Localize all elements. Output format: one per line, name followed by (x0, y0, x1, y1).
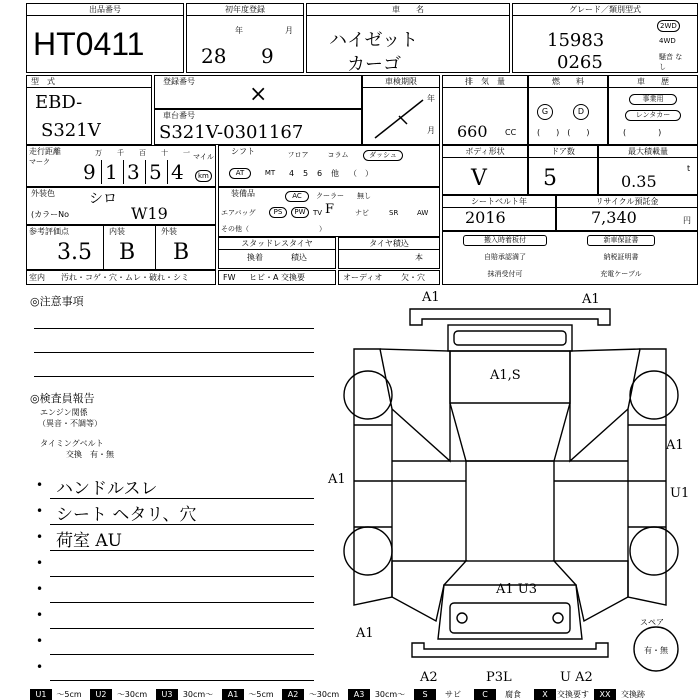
seatbelt-label: シートベルト年 (443, 196, 555, 208)
legend-key: X (534, 689, 556, 700)
shift-gear-other: 他 (331, 169, 339, 178)
lot-label: 出品番号 (27, 4, 183, 16)
legend-desc: 30cm〜 (182, 690, 214, 699)
fw-items: ヒビ・A 交換要 (249, 273, 306, 282)
report-bullet: • (36, 660, 44, 674)
mileage-digit: 5 (149, 160, 162, 184)
history-box (608, 75, 698, 145)
mileage-divider (101, 160, 102, 184)
model-box (26, 75, 152, 145)
legend-desc: 〜30cm (308, 690, 340, 699)
legend-desc: 〜5cm (56, 690, 82, 699)
legend-key: A3 (348, 689, 370, 700)
history-paren: ( ) (623, 128, 662, 137)
opt-2wd: 2WD (657, 20, 680, 32)
damage-mark-11: U A2 (560, 670, 593, 685)
equip-eapag: エアバッグ (221, 209, 256, 217)
legend-desc: 30cm〜 (374, 690, 406, 699)
opt-4wd: 4WD (659, 37, 676, 45)
chassis-label: 車台番号 (163, 111, 195, 120)
grade-box (512, 3, 698, 73)
legend-desc: 交換跡 (621, 690, 645, 699)
mileage-box (26, 145, 216, 187)
audio-box (338, 270, 440, 285)
shift-label: シフト (231, 147, 255, 156)
year-unit: 年 (235, 26, 243, 35)
mileage-digit: 4 (171, 160, 184, 184)
studless-label: スタッドレスタイヤ (219, 238, 335, 250)
load-label: 最大積載量 (599, 146, 697, 158)
equip-none: 無し (357, 192, 371, 200)
history-opt2: レンタカー (625, 110, 681, 121)
status-grid (442, 231, 698, 285)
mileage-label: 走行距離 (29, 147, 61, 156)
studless-opt1: 換着 (247, 253, 263, 262)
room-items: 汚れ・コゲ・穴・ムレ・破れ・シミ (61, 273, 189, 282)
report-line (50, 602, 314, 603)
recycle-value: 7,340 (591, 208, 637, 227)
audio-label: オーディオ (343, 273, 383, 282)
chassis-value: S321V-0301167 (159, 122, 304, 143)
load-unit: t (687, 164, 691, 173)
doors-label: ドア数 (529, 146, 597, 158)
shift-box (218, 145, 440, 187)
first-reg-box (186, 3, 304, 73)
shift-floor: フロア (287, 151, 309, 159)
damage-mark-10: P3L (486, 670, 512, 685)
fuel-paren: ( ) ( ) (537, 128, 590, 137)
report-engine-sub: （異音・不調等） (38, 419, 102, 428)
exterior-color-box (26, 187, 216, 225)
displacement-box (442, 75, 528, 145)
inspection-slash (369, 90, 429, 142)
load-box (598, 145, 698, 195)
first-reg-month: 9 (261, 44, 274, 68)
first-reg-label: 初年度登録 (187, 4, 303, 16)
shift-paren: （ ） (349, 169, 373, 178)
recycle-box (556, 195, 698, 231)
report-bullet: • (36, 582, 44, 596)
legend-key: U2 (90, 689, 112, 700)
model-label: 型 式 (27, 76, 151, 88)
legend-key: U3 (156, 689, 178, 700)
mileage-unit: 万 (95, 149, 102, 157)
mileage-unit-mile: マイル (193, 153, 214, 161)
shift-mt: MT (264, 169, 276, 177)
report-bullet: • (36, 608, 44, 622)
damage-mark-4: A1 (666, 438, 684, 453)
report-item: ハンドルスレ (56, 479, 158, 499)
month-unit: 月 (285, 26, 293, 35)
equip-ps: PS (269, 207, 287, 218)
score-value: 3.5 (57, 240, 92, 265)
displacement-value: 660 (457, 122, 488, 141)
equip-aw: AW (417, 209, 429, 217)
body-type-label: ボディ形状 (443, 146, 527, 158)
fuel-d: D (573, 104, 589, 120)
report-bullet: • (36, 504, 44, 518)
reg-no-value: × (249, 82, 268, 107)
mileage-unit: 千 (117, 149, 124, 157)
exterior-value: B (173, 240, 190, 265)
score-divider-1 (103, 226, 104, 269)
status-item-3: 自賠承認満了 (484, 253, 526, 261)
legend-desc: 〜5cm (248, 690, 274, 699)
equip-handwritten: F (325, 202, 335, 217)
recycle-unit: 円 (683, 216, 691, 225)
exterior-color-value2: W19 (131, 204, 168, 223)
fuel-g: G (537, 104, 553, 120)
equip-cooler: クーラー (316, 192, 344, 200)
room-label: 室内 (29, 273, 45, 282)
interior-value: B (119, 240, 136, 265)
report-line (50, 680, 314, 681)
history-opt1: 事業用 (629, 94, 677, 105)
seatbelt-box (442, 195, 556, 231)
fw-box (218, 270, 336, 285)
legend-key: C (474, 689, 496, 700)
legend-key: U1 (30, 689, 52, 700)
shift-gear-5: 5 (303, 169, 309, 178)
grade-label: グレード／類別型式 (513, 4, 697, 16)
inspection-year-unit: 年 (427, 94, 435, 103)
report-engine: エンジン関係 (40, 408, 88, 417)
tire-label: タイヤ積込 (339, 238, 439, 250)
spare-value: 有・無 (644, 646, 668, 655)
mileage-unit-km: km (195, 170, 212, 182)
status-item-4: 納税証明書 (603, 253, 639, 261)
reg-no-box (154, 75, 362, 109)
mileage-sub: マーク (29, 158, 50, 166)
legend-desc: サビ (445, 690, 461, 699)
shift-gear-4: 4 (289, 169, 295, 178)
displacement-label: 排 気 量 (443, 76, 527, 88)
status-item-5: 抹消受付可 (487, 270, 523, 278)
fuel-box (528, 75, 608, 145)
mileage-unit: 十 (161, 149, 168, 157)
shift-gear-6: 6 (317, 169, 323, 178)
room-box (26, 270, 216, 285)
load-value: 0.35 (621, 172, 657, 191)
first-reg-year: 28 (201, 44, 227, 68)
report-item: 荷室 AU (56, 531, 123, 551)
equip-ac: AC (285, 191, 309, 202)
studless-opt2: 積込 (291, 253, 307, 262)
car-name-label: 車 名 (307, 4, 509, 16)
car-name-box (306, 3, 510, 73)
inspection-month-unit: 月 (427, 126, 435, 135)
equip-navi: ナビ (355, 209, 369, 217)
legend-desc: 腐食 (505, 690, 521, 699)
report-bullet: • (36, 556, 44, 570)
inspection-box (362, 75, 440, 145)
damage-mark-9: A2 (420, 670, 438, 685)
legend-key: A1 (222, 689, 244, 700)
report-bullet: • (36, 634, 44, 648)
car-name-line2: カーゴ (347, 54, 401, 75)
mileage-divider (145, 160, 146, 184)
tire-unit: 本 (415, 253, 423, 262)
report-item: シート ヘタリ、穴 (56, 505, 197, 525)
recycle-label: リサイクル預託金 (557, 196, 697, 208)
report-bullet: • (36, 478, 44, 492)
damage-mark-3: A1,S (490, 368, 521, 383)
model-line1: EBD- (35, 92, 83, 113)
displacement-unit: CC (505, 128, 517, 137)
lot-number: HT0411 (33, 26, 145, 62)
status-item-2: 新車保証書 (587, 235, 655, 246)
mileage-digit: 1 (105, 160, 118, 184)
notes-title: ◎注意事項 (30, 295, 84, 308)
mileage-divider (167, 160, 168, 184)
damage-mark-2: A1 (582, 292, 600, 307)
mileage-digit: 9 (83, 160, 96, 184)
doors-box (528, 145, 598, 195)
damage-mark-6: U1 (670, 486, 690, 501)
mileage-divider (123, 160, 124, 184)
damage-mark-1: A1 (422, 290, 440, 305)
body-type-box (442, 145, 528, 195)
chassis-box (154, 109, 362, 145)
notes-line-2 (34, 352, 314, 353)
report-bullet: • (36, 530, 44, 544)
damage-mark-7: A1 U3 (496, 582, 538, 597)
car-diagram (320, 285, 698, 685)
legend-key: A2 (282, 689, 304, 700)
equipment-box (218, 187, 440, 237)
report-line (50, 654, 314, 655)
car-name-line1: ハイゼット (329, 30, 419, 51)
status-item-1: 搬入時着板付 (463, 235, 547, 246)
body-type-value: V (471, 166, 487, 191)
lot-box (26, 3, 184, 73)
exterior-color-sub: (カラーNo (31, 210, 69, 219)
exterior-label: 外装 (161, 227, 177, 236)
model-line2: S321V (41, 120, 101, 141)
legend-desc: 〜30cm (116, 690, 148, 699)
doors-value: 5 (543, 166, 557, 191)
grade-line2: 0265 (557, 52, 603, 73)
opt-none: 騒音 なし (659, 53, 683, 71)
status-item-6: 充電ケーブル (600, 270, 642, 278)
interior-label: 内装 (109, 227, 125, 236)
fw-label: FW (223, 273, 236, 282)
exterior-color-value1: シロ (89, 191, 117, 207)
score-box (26, 225, 216, 270)
notes-line-3 (34, 376, 314, 377)
history-label: 車 歴 (609, 76, 697, 88)
legend-key: S (414, 689, 436, 700)
exterior-color-label: 外装色 (31, 189, 55, 198)
fuel-label: 燃 料 (529, 76, 607, 88)
spare-label: スペア (640, 618, 664, 627)
report-line (50, 498, 314, 499)
damage-mark-5: A1 (328, 472, 346, 487)
equip-tv: TV (313, 209, 323, 217)
inspection-label: 車検期限 (363, 76, 439, 88)
audio-items: 欠・穴 (401, 273, 425, 282)
report-line (50, 628, 314, 629)
shift-column: コラム (327, 151, 349, 159)
mileage-unit: 一 (183, 149, 190, 157)
score-label: 参考評価点 (29, 227, 69, 236)
report-line (50, 576, 314, 577)
report-line (50, 550, 314, 551)
notes-line-1 (34, 328, 314, 329)
grade-line1: 15983 (547, 30, 605, 51)
damage-mark-8: A1 (356, 626, 374, 641)
mileage-digit: 3 (127, 160, 140, 184)
tire-box (338, 237, 440, 269)
legend-key: XX (594, 689, 616, 700)
equipment-label: 装備品 (231, 189, 255, 198)
report-line (50, 524, 314, 525)
equip-pw: PW (291, 207, 309, 218)
legend-desc: 交換要す (557, 690, 589, 699)
studless-box (218, 237, 336, 269)
shift-at: AT (229, 168, 251, 179)
shift-dash: ダッシュ (363, 150, 403, 161)
report-timing: タイミングベルト (40, 439, 104, 448)
equip-other: その他（ ） (221, 225, 326, 233)
score-divider-2 (155, 226, 156, 269)
reg-no-label: 登録番号 (163, 77, 195, 86)
seatbelt-value: 2016 (465, 208, 506, 227)
report-title: ◎検査員報告 (30, 392, 95, 405)
report-timing-sub: 交換 有・無 (66, 450, 114, 459)
mileage-unit: 百 (139, 149, 146, 157)
equip-sr: SR (389, 209, 399, 217)
